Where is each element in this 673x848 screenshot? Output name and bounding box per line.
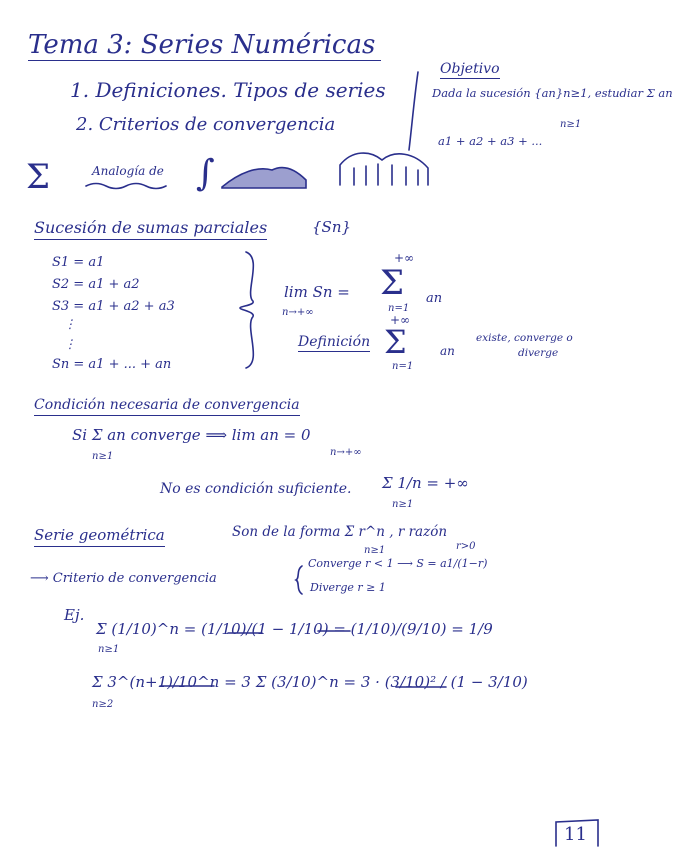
partial-sum-row-1: S1 = a1 xyxy=(52,255,105,270)
necessary-statement: Si Σ an converge ⟹ lim an = 0 xyxy=(72,426,311,444)
partial-sum-row-6: Sn = a1 + ... + an xyxy=(52,357,172,372)
geometric-form: Son de la forma Σ r^n , r razón xyxy=(232,524,448,540)
analogy-sigma: Σ xyxy=(26,157,51,197)
partial-sum-row-3: S3 = a1 + a2 + a3 xyxy=(52,299,175,314)
necessary-example: Σ 1/n = +∞ xyxy=(382,474,469,492)
partial-sum-row-2: S2 = a1 + a2 xyxy=(52,277,140,292)
objective-title: Objetivo xyxy=(440,61,500,77)
definition-sigma: Σ xyxy=(384,323,407,361)
limit-sum-top: +∞ xyxy=(394,251,415,265)
limit-sigma: Σ xyxy=(380,263,405,303)
definition-sum-top: +∞ xyxy=(390,313,411,327)
limit-sum-term: an xyxy=(426,291,443,306)
objective-line-2: a1 + a2 + a3 + ... xyxy=(438,134,543,148)
necessary-lim-sub: n→+∞ xyxy=(330,447,362,458)
geometric-criterion: ⟶ Criterio de convergencia xyxy=(30,571,217,586)
definition-label: Definición xyxy=(298,334,371,350)
partial-sums-set: {Sn} xyxy=(312,218,352,236)
partial-sums-heading xyxy=(34,220,267,236)
geometric-converge: Converge r < 1 ⟶ S = a1/(1−r) xyxy=(308,557,488,570)
analogy-label: Analogía de xyxy=(92,164,164,178)
geometric-diverge: Diverge r ≥ 1 xyxy=(310,581,386,594)
definition-note-2: diverge xyxy=(518,347,559,359)
not-sufficient-text: No es condición suficiente. xyxy=(160,481,352,497)
geometric-heading xyxy=(34,528,165,543)
example-label: Ej. xyxy=(64,606,85,624)
example-1: Σ (1/10)^n = (1/10)/(1 − 1/10) = (1/10)/(9/10) = 1/9 xyxy=(96,620,493,638)
limit-sub: n→+∞ xyxy=(282,307,314,318)
objective-line-1: Dada la sucesión {an}n≥1, estudiar Σ an xyxy=(432,86,673,100)
geometric-heading-text: Serie geométrica xyxy=(34,526,165,547)
definition-sum-bottom: n=1 xyxy=(392,361,414,372)
example-2: Σ 3^(n+1)/10^n = 3 Σ (3/10)^n = 3 · (3/10)² / (1 − 3/10) xyxy=(92,673,528,691)
page-title xyxy=(28,32,381,61)
toc-item-2: 2. Criterios de convergencia xyxy=(76,114,336,135)
necessary-heading-text: Condición necesaria de convergencia xyxy=(34,397,300,416)
geometric-r-cond: r>0 xyxy=(456,541,476,552)
page-title-text: Tema 3: Series Numéricas xyxy=(28,32,381,61)
partial-sums-heading-text: Sucesión de sumas parciales xyxy=(34,218,267,240)
objective-sigma-sub: n≥1 xyxy=(560,119,582,130)
necessary-example-sub: n≥1 xyxy=(392,499,414,510)
definition-term: an xyxy=(440,344,455,358)
necessary-sum-sub: n≥1 xyxy=(92,451,114,462)
example-2-sub: n≥2 xyxy=(92,699,114,710)
page-number: 11 xyxy=(564,824,587,845)
partial-sum-row-4: ⋮ xyxy=(64,317,76,331)
toc-item-1: 1. Definiciones. Tipos de series xyxy=(70,78,386,102)
limit-lhs: lim Sn = xyxy=(284,283,350,301)
limit-sum-bottom: n=1 xyxy=(388,303,410,314)
example-1-sub: n≥1 xyxy=(98,644,120,655)
definition-note-1: existe, converge o xyxy=(476,332,573,344)
analogy-integral: ∫ xyxy=(196,153,215,194)
necessary-heading xyxy=(34,398,300,412)
partial-sum-row-5: ⋮ xyxy=(64,337,76,351)
geometric-form-sub: n≥1 xyxy=(364,545,386,556)
